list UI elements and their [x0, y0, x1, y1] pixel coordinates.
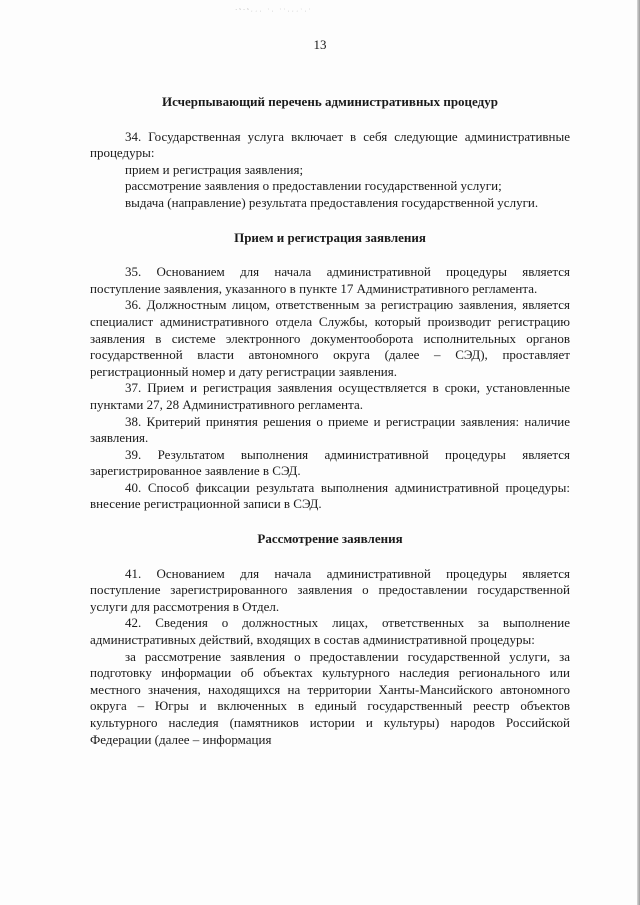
paragraph-34: 34. Государственная услуга включает в себя следующие административные процедуры:	[90, 128, 570, 161]
scan-artifact: ·ˢ·ˢ˓˓˓ ˑ˓ ˑˑ˓˓˓ˑ˓ˑ	[235, 6, 313, 14]
paragraph-39: 39. Результатом выполнения административной процедуры является зарегистрированное заявление в СЭД.	[90, 446, 570, 479]
document-body	[90, 94, 570, 748]
list-item-review: рассмотрение заявления о предоставлении государственной услуги;	[125, 178, 502, 194]
paragraph-36: 36. Должностным лицом, ответственным за регистрацию заявления, является специалист административного отдела Службы, который производит регистрацию заявления в системе электронного документооборота исполнительных органов государственной власти автономного округа (далее – СЭД), проставляет регистрационный номер и дату регистрации заявления.	[90, 297, 570, 379]
page-number: 13	[313, 37, 327, 52]
section-heading-reception: Прием и регистрация заявления	[234, 229, 426, 245]
paragraph-42: 42. Сведения о должностных лицах, ответственных за выполнение административных действий, входящих в состав административной процедуры:	[90, 615, 570, 648]
section-heading-procedures: Исчерпывающий перечень административных процедур	[162, 94, 498, 109]
paragraph-40: 40. Способ фиксации результата выполнения административной процедуры: внесение регистрационной записи в СЭД.	[90, 479, 570, 512]
paragraph-37: 37. Прием и регистрация заявления осуществляется в сроки, установленные пунктами 27, 28 Административного регламента.	[90, 380, 570, 412]
paragraph-38: 38. Критерий принятия решения о приеме и регистрации заявления: наличие заявления.	[90, 413, 570, 446]
section-heading-review: Рассмотрение заявления	[257, 531, 403, 547]
paragraph-42-detail: за рассмотрение заявления о предоставлении государственной услуги, за подготовку информации об объектах культурного наследия регионального или местного значения, находящихся на территории Ханты-Мансийского автономного округа – Югры и включенных в единый государственный реестр объектов культурного наследия (памятников истории и культуры) народов Российской Федерации (далее – информация	[90, 648, 570, 747]
paragraph-35: 35. Основанием для начала административной процедуры является поступление заявления, указанного в пункте 17 Административного регламента.	[90, 264, 570, 296]
list-item-reception: прием и регистрация заявления;	[125, 161, 304, 177]
paragraph-41: 41. Основанием для начала административной процедуры является поступление зарегистрированного заявления о предоставлении государственной услуги для рассмотрения в Отдел.	[90, 565, 570, 614]
list-item-issue: выдача (направление) результата предоставления государственной услуги.	[125, 194, 539, 210]
